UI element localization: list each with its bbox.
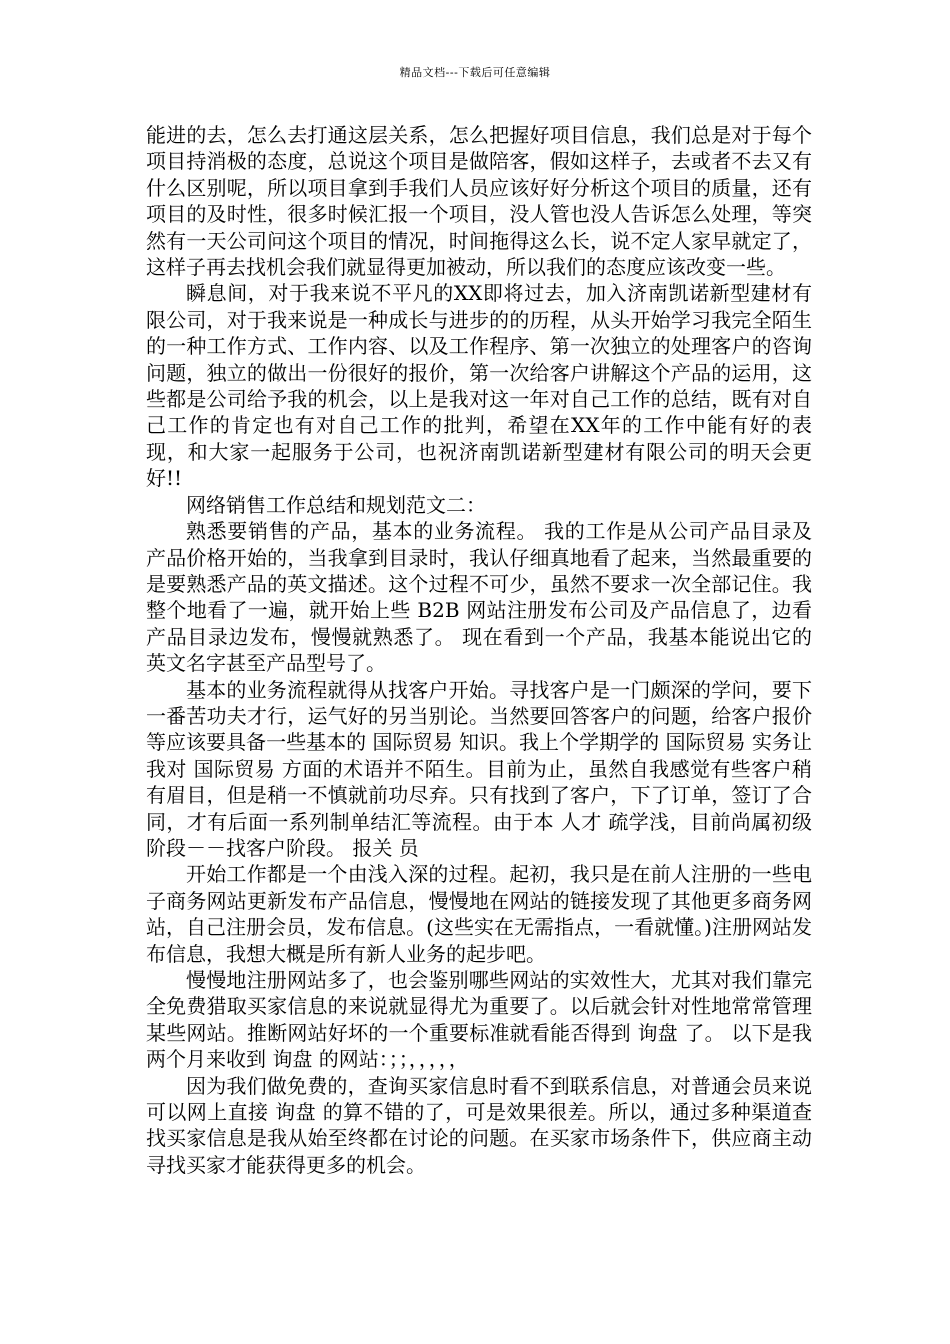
paragraph-continuation: 能进的去，怎么去打通这层关系，怎么把握好项目信息，我们总是对于每个项目持消极的态度，总说这个项目是做陪客，假如这样子，去或者不去又有什么区别呢，所以项目拿到手我们人员应该好好分析这个项目的质量，还有项目的及时性，很多时候汇报一个项目，没人管也没人告诉怎么处理，等突然有一天公司问这个项目的情况，时间拖得这么长，说不定人家早就定了，这样子再去找机会我们就显得更加被动，所以我们的态度应该改变一些。 <box>146 123 812 280</box>
paragraph-websites: 慢慢地注册网站多了，也会鉴别哪些网站的实效性大，尤其对我们靠完全免费猎取买家信息的来说就显得尤为重要了。以后就会针对性地常常管理某些网站。推断网站好坏的一个重要标准就看能否得到 询盘 了。 以下是我两个月来收到 询盘 的网站：；；，，，，， <box>146 968 812 1072</box>
paragraph-summary: 瞬息间，对于我来说不平凡的XX即将过去，加入济南凯诺新型建材有限公司，对于我来说是一种成长与进步的的历程，从头开始学习我完全陌生的一种工作方式、工作内容、以及工作程序、第一次独立的处理客户的咨询问题，独立的做出一份很好的报价，第一次给客户讲解这个产品的运用，这些都是公司给予我的机会，以上是我对这一年对自己工作的总结，既有对自己工作的肯定也有对自己工作的批判，希望在XX年的工作中能有好的表现，和大家一起服务于公司，也祝济南凯诺新型建材有限公司的明天会更好!! <box>146 281 812 491</box>
paragraph-workflow: 基本的业务流程就得从找客户开始。寻找客户是一门颇深的学问，要下一番苦功夫才行，运气好的另当别论。当然要回答客户的问题，给客户报价等应该要具备一些基本的 国际贸易 知识。我上个学期学的 国际贸易 实务让我对 国际贸易 方面的术语并不陌生。目前为止，虽然自我感觉有些客户稍有眉目，但是稍一不慎就前功尽弃。只有找到了客户，下了订单，签订了合同，才有后面一系列制单结汇等流程。由于本 人才 疏学浅，目前尚属初级阶段－－找客户阶段。 报关 员 <box>146 677 812 860</box>
page-header: 精品文档---下载后可任意编辑 <box>399 66 551 79</box>
document-body <box>146 122 812 1178</box>
section-heading: 网络销售工作总结和规划范文二： <box>186 492 486 517</box>
paragraph-products: 熟悉要销售的产品，基本的业务流程。 我的工作是从公司产品目录及产品价格开始的，当我拿到目录时，我认仔细真地看了起来，当然最重要的是要熟悉产品的英文描述。这个过程不可少，虽然不要求一次全部记住。我整个地看了一遍，就开始上些 B2B 网站注册发布公司及产品信息了，边看产品目录边发布，慢慢就熟悉了。 现在看到一个产品，我基本能说出它的英文名字甚至产品型号了。 <box>146 519 812 676</box>
paragraph-beginning: 开始工作都是一个由浅入深的过程。起初，我只是在前人注册的一些电子商务网站更新发布产品信息，慢慢地在网站的链接发现了其他更多商务网站，自己注册会员，发布信息。(这些实在无需指点，一看就懂。)注册网站发布信息，我想大概是所有新人业务的起步吧。 <box>146 862 812 966</box>
paragraph-buyers: 因为我们做免费的，查询买家信息时看不到联系信息，对普通会员来说可以网上直接 询盘 的算不错的了，可是效果很差。所以，通过多种渠道查找买家信息是我从始至终都在讨论的问题。在买家市场条件下，供应商主动寻找买家才能获得更多的机会。 <box>146 1073 812 1177</box>
